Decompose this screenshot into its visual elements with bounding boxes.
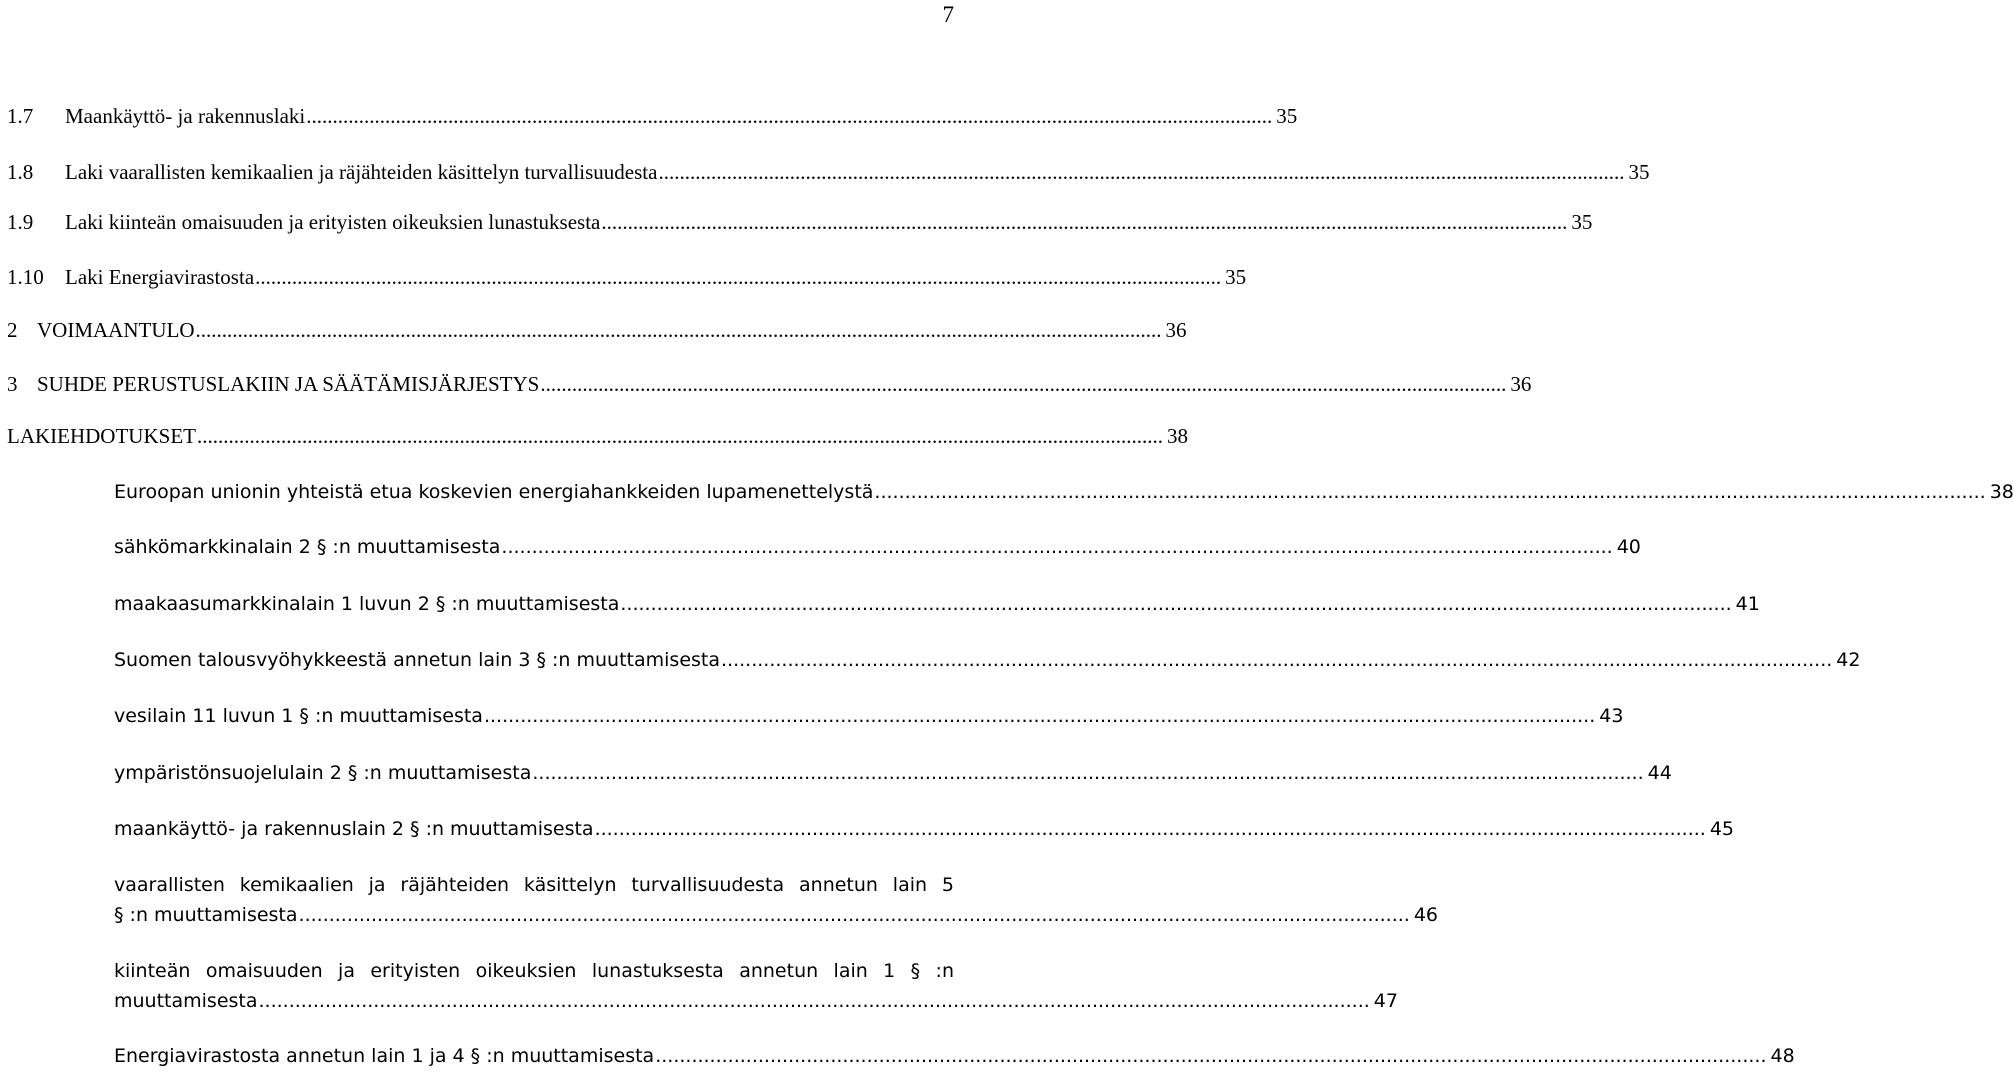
toc-entry[interactable] bbox=[0, 645, 1861, 675]
dot-leader: ........................................................................................................................................................................................ bbox=[874, 481, 1986, 503]
toc-entry[interactable] bbox=[0, 956, 1398, 1018]
toc-page: 36 bbox=[1510, 372, 1532, 396]
toc-entry[interactable] bbox=[0, 701, 1624, 731]
toc-title: maakaasumarkkinalain 1 luvun 2 § :n muuttamisesta bbox=[114, 593, 620, 615]
toc-number: 2 bbox=[7, 318, 18, 342]
dot-leader: ........................................................................................................................................................................................ bbox=[620, 593, 1732, 615]
toc-page: 44 bbox=[1647, 762, 1672, 784]
toc-page: 36 bbox=[1165, 318, 1187, 342]
toc-title: Laki Energiavirastosta bbox=[65, 265, 255, 289]
toc-title: Laki kiinteän omaisuuden ja erityisten oikeuksien lunastuksesta bbox=[65, 210, 601, 234]
toc-entry[interactable] bbox=[0, 157, 1650, 187]
toc-title-line1: vaarallisten kemikaalien ja räjähteiden käsittelyn turvallisuudesta annetun lain 5 bbox=[114, 874, 954, 896]
dot-leader: ........................................................................................................................................................................................ bbox=[255, 265, 1222, 289]
toc-page: 42 bbox=[1836, 649, 1861, 671]
dot-leader: ........................................................................................................................................................................................ bbox=[655, 1045, 1767, 1067]
toc-title: VOIMAANTULO bbox=[37, 318, 195, 342]
toc-entry[interactable] bbox=[0, 421, 1188, 451]
toc-entry[interactable] bbox=[0, 758, 1672, 788]
toc-title: LAKIEHDOTUKSET bbox=[7, 424, 196, 448]
toc-title: SUHDE PERUSTUSLAKIIN JA SÄÄTÄMISJÄRJESTYS bbox=[37, 372, 540, 396]
dot-leader: ........................................................................................................................................................................................ bbox=[594, 818, 1706, 840]
toc-number: 1.10 bbox=[7, 265, 44, 289]
toc-page: 35 bbox=[1571, 210, 1593, 234]
toc-number: 1.9 bbox=[7, 210, 34, 234]
toc-number: 1.8 bbox=[7, 160, 34, 184]
toc-title: Maankäyttö- ja rakennuslaki bbox=[65, 104, 306, 128]
toc-title: vesilain 11 luvun 1 § :n muuttamisesta bbox=[114, 705, 483, 727]
toc-entry[interactable] bbox=[0, 589, 1760, 619]
toc-page: 35 bbox=[1628, 160, 1650, 184]
toc-entry[interactable] bbox=[0, 369, 1532, 399]
dot-leader: ........................................................................................................................................................................................ bbox=[540, 372, 1507, 396]
toc-number: 1.7 bbox=[7, 104, 34, 128]
toc-entry[interactable] bbox=[0, 262, 1247, 292]
toc-title-line2: muuttamisesta bbox=[114, 990, 258, 1012]
toc-title: maankäyttö- ja rakennuslain 2 § :n muuttamisesta bbox=[114, 818, 594, 840]
toc-title: sähkömarkkinalain 2 § :n muuttamisesta bbox=[114, 536, 501, 558]
dot-leader: ........................................................................................................................................................................................ bbox=[258, 990, 1370, 1012]
dot-leader: ........................................................................................................................................................................................ bbox=[721, 649, 1833, 671]
toc-entry[interactable] bbox=[0, 870, 1438, 932]
page-number: 7 bbox=[942, 2, 954, 27]
toc-page: 40 bbox=[1616, 536, 1641, 558]
dot-leader: ........................................................................................................................................................................................ bbox=[483, 705, 1596, 727]
toc-page: 41 bbox=[1735, 593, 1760, 615]
toc-page: 38 bbox=[1989, 481, 2014, 503]
toc-title: Laki vaarallisten kemikaalien ja räjähteiden käsittelyn turvallisuudesta bbox=[65, 160, 658, 184]
toc-page: 35 bbox=[1225, 265, 1247, 289]
dot-leader: ........................................................................................................................................................................................ bbox=[306, 104, 1273, 128]
toc-title: Suomen talousvyöhykkeestä annetun lain 3 § :n muuttamisesta bbox=[114, 649, 721, 671]
toc-page: 45 bbox=[1709, 818, 1735, 840]
toc-entry[interactable] bbox=[0, 315, 1187, 345]
toc-title: Energiavirastosta annetun lain 1 ja 4 § :n muuttamisesta bbox=[114, 1045, 655, 1067]
toc-page: 38 bbox=[1166, 424, 1188, 448]
dot-leader: ........................................................................................................................................................................................ bbox=[195, 318, 1162, 342]
toc-page: 48 bbox=[1770, 1045, 1795, 1067]
dot-leader: ........................................................................................................................................................................................ bbox=[601, 210, 1568, 234]
toc-page: 47 bbox=[1373, 990, 1398, 1012]
toc-title: Euroopan unionin yhteistä etua koskevien energiahankkeiden lupamenettelystä bbox=[114, 481, 874, 503]
toc-title-line2: § :n muuttamisesta bbox=[114, 904, 298, 926]
toc-entry[interactable] bbox=[0, 532, 1641, 562]
dot-leader: ........................................................................................................................................................................................ bbox=[501, 536, 1613, 558]
toc-page: 43 bbox=[1599, 705, 1624, 727]
toc-entry[interactable] bbox=[0, 207, 1593, 237]
toc-entry[interactable] bbox=[0, 477, 2014, 507]
toc-page: 35 bbox=[1276, 104, 1298, 128]
toc-title: ympäristönsuojelulain 2 § :n muuttamisesta bbox=[114, 762, 532, 784]
toc-entry[interactable] bbox=[0, 1041, 1795, 1071]
toc-entry[interactable] bbox=[0, 814, 1735, 844]
toc-title-line1: kiinteän omaisuuden ja erityisten oikeuksien lunastuksesta annetun lain 1 § :n bbox=[114, 960, 954, 982]
toc-number: 3 bbox=[7, 372, 18, 396]
dot-leader: ........................................................................................................................................................................................ bbox=[658, 160, 1625, 184]
toc-entry[interactable] bbox=[0, 101, 1298, 131]
dot-leader: ........................................................................................................................................................................................ bbox=[196, 424, 1163, 448]
dot-leader: ........................................................................................................................................................................................ bbox=[532, 762, 1644, 784]
dot-leader: ........................................................................................................................................................................................ bbox=[298, 904, 1410, 926]
toc-page: 46 bbox=[1413, 904, 1438, 926]
